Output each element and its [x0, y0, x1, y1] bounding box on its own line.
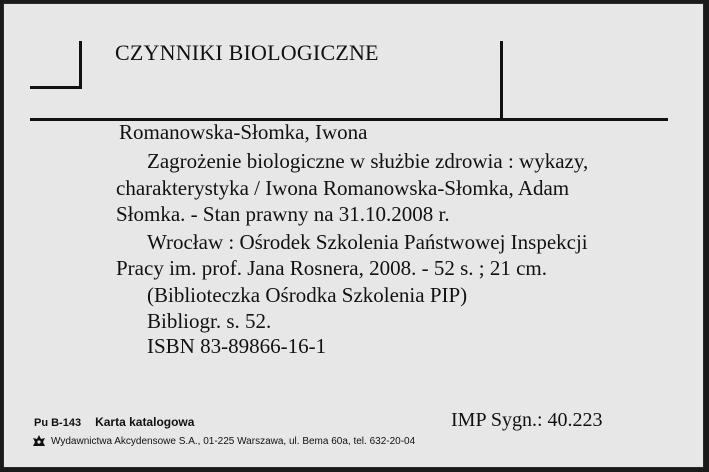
description-line: (Biblioteczka Ośrodka Szkolenia PIP) [147, 283, 468, 307]
description-line: Słomka. - Stan prawny na 31.10.2008 r. [116, 202, 450, 226]
description-line: charakterystyka / Iwona Romanowska-Słomka, Adam [116, 176, 570, 200]
description-line: ISBN 83-89866-16-1 [147, 334, 327, 358]
description-line: Pracy im. prof. Jana Rosnera, 2008. - 52 s. ; 21 cm. [116, 256, 548, 280]
header-divider [500, 41, 503, 121]
description-line: Zagrożenie biologiczne w służbie zdrowia : wykazy, [147, 149, 589, 173]
corner-mark-vertical [79, 41, 82, 89]
call-number: IMP Sygn.: 40.223 [451, 409, 603, 431]
form-identifier [34, 415, 194, 429]
subject-heading: CZYNNIKI BIOLOGICZNE [115, 40, 379, 65]
printer-logo-icon [32, 434, 46, 448]
corner-mark-horizontal [30, 86, 82, 89]
author-heading: Romanowska-Słomka, Iwona [119, 120, 368, 144]
description-line: Wrocław : Ośrodek Szkolenia Państwowej Inspekcji [147, 230, 588, 254]
publisher-text: Wydawnictwa Akcydensowe S.A., 01-225 Warszawa, ul. Bema 60a, tel. 632-20-04 [51, 435, 416, 447]
catalog-card [3, 3, 704, 468]
form-title: Karta katalogowa [95, 415, 195, 429]
publisher-line [32, 434, 415, 448]
form-code: Pu B-143 [34, 417, 82, 429]
description-line: Bibliogr. s. 52. [147, 309, 272, 333]
